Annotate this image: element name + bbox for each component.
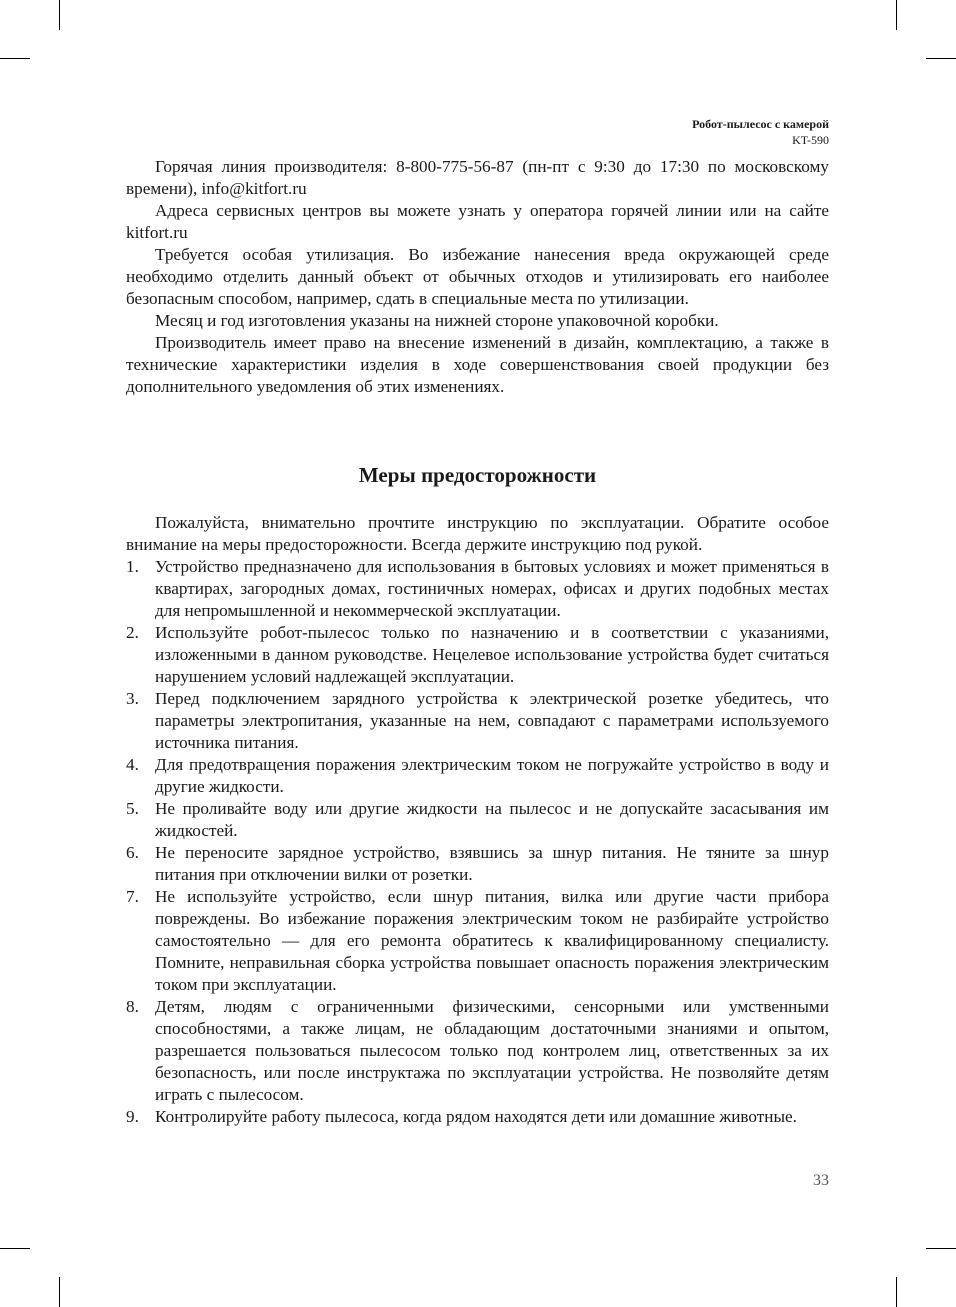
list-item <box>126 754 829 798</box>
manufacture-date-paragraph: Месяц и год изготовления указаны на нижней стороне упаковочной коробки. <box>155 311 719 330</box>
header-title: Робот-пылесос с камерой <box>692 117 829 131</box>
list-item-text: Используйте робот-пылесос только по назначению и в соответствии с указаниями, изложенными в данном руководстве. Нецелевое использование устройства будет считаться нарушением условий надлежащей эксплуатации. <box>155 623 829 686</box>
page-number: 33 <box>813 1172 829 1189</box>
crop-mark-top-left <box>59 0 60 30</box>
precautions-list <box>126 556 829 1128</box>
crop-mark-left-bottom <box>0 1248 30 1249</box>
disposal-paragraph: Требуется особая утилизация. Во избежание нанесения вреда окружающей среде необходимо отделить данный объект от обычных отходов и утилизировать его наиболее безопасным способом, например, сдать в специальные места по утилизации. <box>126 245 829 308</box>
page-content <box>126 156 829 1128</box>
list-item-number: 7. <box>126 887 139 906</box>
crop-mark-right-top <box>926 58 956 59</box>
list-item-number: 5. <box>126 799 139 818</box>
list-item <box>126 798 829 842</box>
list-item-text: Для предотвращения поражения электрическим током не погружайте устройство в воду и другие жидкости. <box>155 755 829 796</box>
crop-mark-right-bottom <box>926 1248 956 1249</box>
list-item <box>126 996 829 1106</box>
hotline-paragraph: Горячая линия производителя: 8-800-775-56-87 (пн-пт с 9:30 до 17:30 по московскому времени), info@kitfort.ru <box>126 157 829 198</box>
list-item <box>126 688 829 754</box>
list-item-text: Не переносите зарядное устройство, взявшись за шнур питания. Не тяните за шнур питания при отключении вилки от розетки. <box>155 843 829 884</box>
list-item <box>126 886 829 996</box>
list-item <box>126 622 829 688</box>
crop-mark-bottom-right <box>896 1277 897 1307</box>
list-item-number: 9. <box>126 1107 139 1126</box>
section-title: Меры предосторожности <box>358 463 597 487</box>
list-item <box>126 842 829 886</box>
list-item-number: 6. <box>126 843 139 862</box>
service-centers-paragraph: Адреса сервисных центров вы можете узнать у оператора горячей линии или на сайте kitfort.ru <box>126 201 829 242</box>
list-item-text: Не проливайте воду или другие жидкости на пылесос и не допускайте засасывания им жидкостей. <box>155 799 829 840</box>
list-item-text: Перед подключением зарядного устройства к электрической розетке убедитесь, что параметры электропитания, указанные на нем, совпадают с параметрами используемого источника питания. <box>155 689 829 752</box>
running-header <box>692 116 829 148</box>
list-item-number: 3. <box>126 689 139 708</box>
crop-mark-bottom-left <box>59 1277 60 1307</box>
list-item <box>126 1106 829 1128</box>
list-item-text: Контролируйте работу пылесоса, когда рядом находятся дети или домашние животные. <box>155 1107 797 1126</box>
list-item-text: Детям, людям с ограниченными физическими, сенсорными или умственными способностями, а также лицам, не обладающим достаточными знаниями и опытом, разрешается пользоваться пылесосом только под контролем лиц, ответственных за их безопасность, или после инструктажа по эксплуатации устройства. Не позволяйте детям играть с пылесосом. <box>155 997 829 1104</box>
list-item-number: 1. <box>126 557 139 576</box>
list-item-number: 4. <box>126 755 139 774</box>
list-item-text: Устройство предназначено для использования в бытовых условиях и может применяться в квартирах, загородных домах, гостиничных номерах, офисах и других подобных местах для непромышленной и некоммерческой эксплуатации. <box>155 557 829 620</box>
list-item <box>126 556 829 622</box>
manufacturer-rights-paragraph: Производитель имеет право на внесение изменений в дизайн, комплектацию, а также в технические характеристики изделия в ходе совершенствования своей продукции без дополнительного уведомления об этих изменениях. <box>126 333 829 396</box>
list-item-number: 8. <box>126 997 139 1016</box>
crop-mark-top-right <box>896 0 897 30</box>
list-item-text: Не используйте устройство, если шнур питания, вилка или другие части прибора повреждены. Во избежание поражения электрическим током не разбирайте устройство самостоятельно — для его ремонта обратитесь к квалифицированному специалисту. Помните, неправильная сборка устройства повышает опасность поражения электрическим током при эксплуатации. <box>155 887 829 994</box>
list-item-number: 2. <box>126 623 139 642</box>
section-lead-paragraph: Пожалуйста, внимательно прочтите инструкцию по эксплуатации. Обратите особое внимание на меры предосторожности. Всегда держите инструкцию под рукой. <box>126 513 829 554</box>
crop-mark-left-top <box>0 58 30 59</box>
header-model: KT-590 <box>792 133 829 147</box>
